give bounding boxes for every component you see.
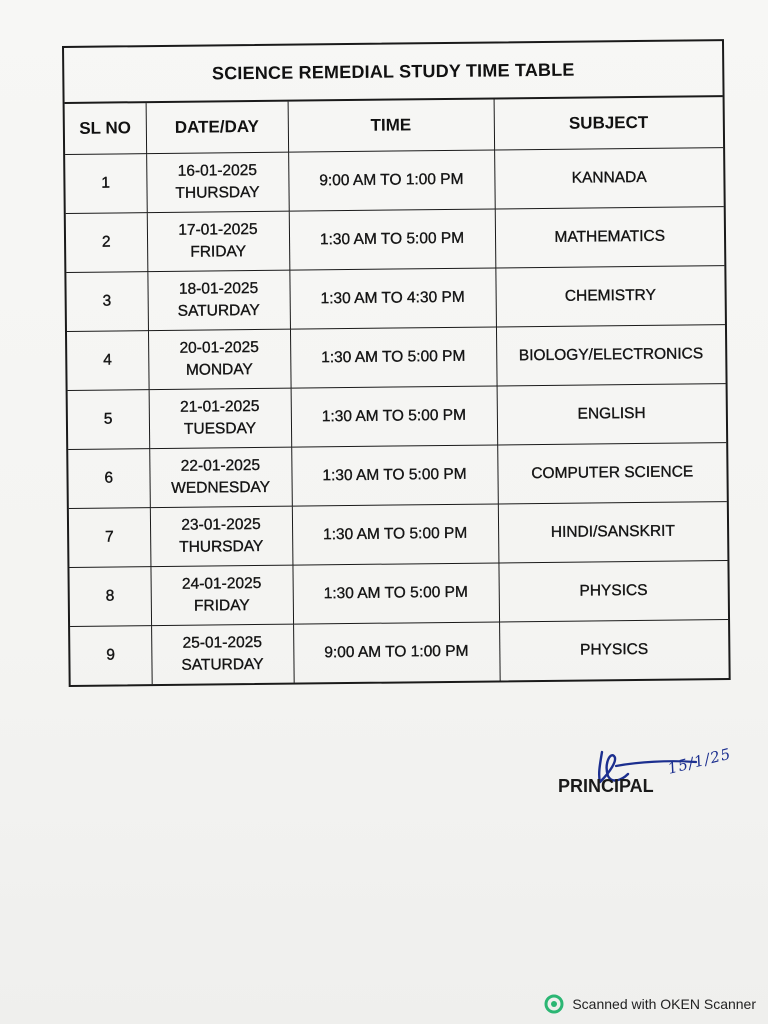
- table-row: [66, 266, 725, 332]
- cell-date-day: [148, 329, 291, 389]
- table-row: [66, 207, 725, 273]
- cell-date-day: [150, 506, 293, 566]
- cell-sl-no: 6: [68, 449, 150, 509]
- cell-sl-no: 4: [67, 331, 149, 391]
- table-row: [67, 325, 726, 391]
- cell-sl-no: 5: [68, 390, 150, 450]
- header-time: TIME: [288, 99, 495, 152]
- cell-day: THURSDAY: [175, 183, 260, 202]
- cell-subject: HINDI/SANSKRIT: [498, 502, 728, 563]
- signature-date: 15/1/25: [665, 744, 734, 778]
- cell-date: 25-01-2025: [182, 633, 262, 652]
- cell-date-day: [149, 447, 292, 507]
- cell-date: 20-01-2025: [179, 338, 259, 357]
- oken-logo-icon: [544, 994, 564, 1014]
- cell-day: FRIDAY: [193, 597, 250, 615]
- table-row: [68, 443, 727, 509]
- cell-day: WEDNESDAY: [171, 478, 271, 497]
- cell-day: THURSDAY: [179, 537, 264, 556]
- cell-subject: PHYSICS: [498, 561, 728, 622]
- cell-date: 24-01-2025: [181, 574, 262, 593]
- cell-time: 1:30 AM TO 5:00 PM: [289, 209, 496, 270]
- cell-time: 1:30 AM TO 5:00 PM: [291, 445, 498, 506]
- cell-sl-no: 2: [66, 213, 148, 273]
- cell-date: 16-01-2025: [177, 161, 258, 180]
- cell-sl-no: 8: [69, 567, 151, 627]
- timetable-grid: [65, 97, 729, 685]
- cell-time: 1:30 AM TO 4:30 PM: [289, 268, 496, 329]
- cell-date-day: [150, 565, 293, 625]
- watermark-text: Scanned with OKEN Scanner: [572, 996, 756, 1012]
- cell-time: 1:30 AM TO 5:00 PM: [292, 504, 499, 565]
- header-row: [65, 97, 723, 154]
- principal-label: PRINCIPAL: [558, 776, 654, 796]
- table-row: [68, 384, 727, 450]
- cell-time: 1:30 AM TO 5:00 PM: [292, 563, 499, 624]
- cell-date-day: [149, 388, 292, 448]
- cell-day: SATURDAY: [177, 301, 260, 320]
- cell-subject: MATHEMATICS: [495, 207, 725, 268]
- cell-sl-no: 9: [70, 626, 152, 685]
- timetable: [62, 39, 731, 687]
- header-sl-no: SL NO: [65, 103, 147, 154]
- header-date-day: DATE/DAY: [146, 102, 289, 154]
- table-row: [69, 561, 728, 627]
- header-subject: SUBJECT: [494, 97, 724, 150]
- cell-day: TUESDAY: [183, 419, 257, 438]
- table-row: [70, 620, 729, 685]
- table-header: [65, 97, 723, 154]
- cell-date: 18-01-2025: [178, 279, 259, 298]
- cell-time: 1:30 AM TO 5:00 PM: [290, 327, 497, 388]
- cell-subject: COMPUTER SCIENCE: [497, 443, 727, 504]
- cell-subject: CHEMISTRY: [495, 266, 725, 327]
- cell-subject: KANNADA: [494, 148, 724, 209]
- cell-day: SATURDAY: [181, 655, 264, 674]
- cell-date-day: [147, 270, 290, 330]
- cell-date-day: [147, 211, 290, 271]
- cell-date: 23-01-2025: [181, 515, 261, 534]
- cell-date-day: [146, 152, 289, 212]
- cell-date: 21-01-2025: [180, 397, 260, 416]
- cell-time: 9:00 AM TO 1:00 PM: [293, 622, 500, 683]
- timetable-title: SCIENCE REMEDIAL STUDY TIME TABLE: [64, 41, 723, 104]
- table-row: [69, 502, 728, 568]
- cell-day: FRIDAY: [190, 243, 247, 261]
- scanner-watermark: [544, 994, 756, 1014]
- cell-time: 1:30 AM TO 5:00 PM: [291, 386, 498, 447]
- cell-subject: BIOLOGY/ELECTRONICS: [496, 325, 726, 386]
- cell-day: MONDAY: [185, 361, 253, 379]
- cell-date-day: [151, 624, 294, 684]
- cell-time: 9:00 AM TO 1:00 PM: [288, 150, 495, 211]
- cell-sl-no: 7: [69, 508, 151, 568]
- table-row: [65, 148, 724, 214]
- cell-subject: PHYSICS: [499, 620, 729, 681]
- cell-sl-no: 3: [66, 272, 148, 332]
- cell-date: 22-01-2025: [180, 456, 261, 475]
- cell-sl-no: 1: [65, 154, 147, 214]
- cell-subject: ENGLISH: [497, 384, 727, 445]
- table-body: [65, 148, 729, 685]
- cell-date: 17-01-2025: [178, 220, 258, 239]
